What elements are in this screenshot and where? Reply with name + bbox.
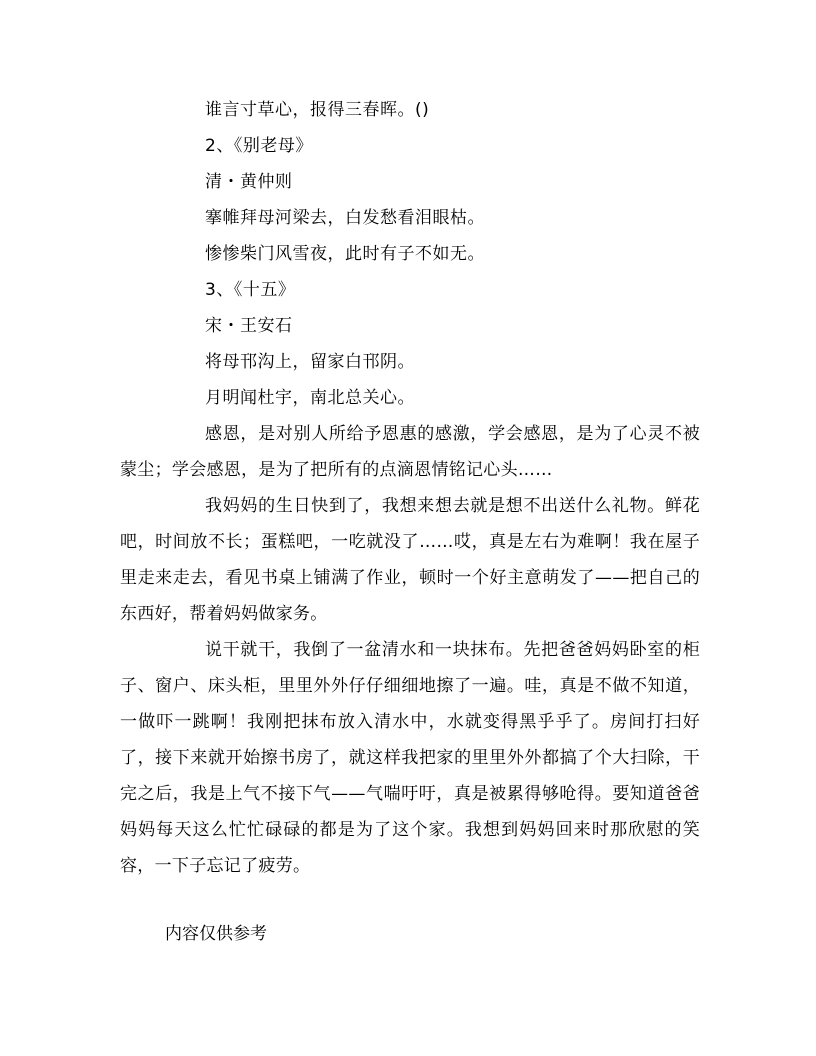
paragraph-birthday: 我妈妈的生日快到了，我想来想去就是想不出送什么礼物。鲜花吧，时间放不长；蛋糕吧，一吃就没了……哎，真是左右为难啊！我在屋子里走来走去，看见书桌上铺满了作业，顿时一个好主意萌发了——把自己的东西好，帮着妈妈做家务。 xyxy=(120,496,700,624)
poem-line-3b: 月明闻杜宇，南北总关心。 xyxy=(205,388,415,408)
poem-line-1: 谁言寸草心，报得三春晖。() xyxy=(205,100,430,120)
poem-author-2: 清・黄仲则 xyxy=(205,172,293,192)
poem-line-3a: 将母邗沟上，留家白邗阴。 xyxy=(205,352,415,372)
poem-line-2a: 搴帷拜母河梁去，白发愁看泪眼枯。 xyxy=(205,208,485,228)
footer-note: 内容仅供参考 xyxy=(165,924,267,944)
paragraph-chores: 说干就干，我倒了一盆清水和一块抹布。先把爸爸妈妈卧室的柜子、窗户、床头柜，里里外外仔仔细细地擦了一遍。哇，真是不做不知道，一做吓一跳啊！我刚把抹布放入清水中，水就变得黑乎乎了。房间打扫好了，接下来就开始擦书房了，就这样我把家的里里外外都搞了个大扫除，干完之后，我是上气不接下气——气喘吁吁，真是被累得够呛得。要知道爸爸妈妈每天这么忙忙碌碌的都是为了这个家。我想到妈妈回来时那欣慰的笑容，一下子忘记了疲劳。 xyxy=(120,640,700,876)
poem-author-3: 宋・王安石 xyxy=(205,316,293,336)
paragraph-gratitude: 感恩，是对别人所给予恩惠的感激，学会感恩，是为了心灵不被蒙尘；学会感恩，是为了把所有的点滴恩情铭记心头…… xyxy=(120,424,700,480)
poem-title-2: 2、《别老母》 xyxy=(205,136,313,156)
poem-title-3: 3、《十五》 xyxy=(205,280,296,300)
poem-line-2b: 惨惨柴门风雪夜，此时有子不如无。 xyxy=(205,244,485,264)
